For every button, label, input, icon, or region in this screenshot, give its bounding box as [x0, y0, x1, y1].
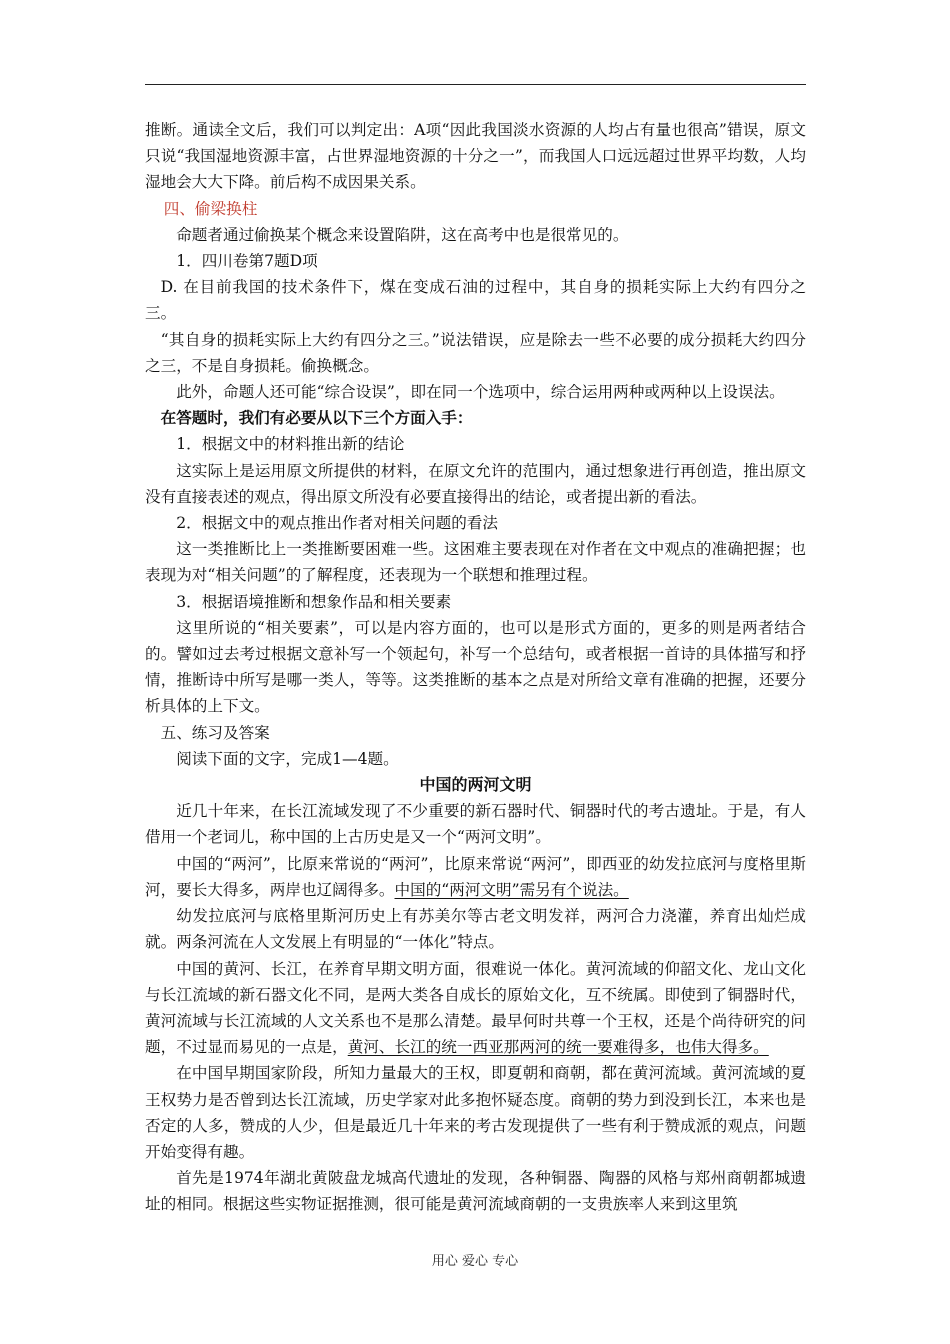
paragraph: 近几十年来，在长江流域发现了不少重要的新石器时代、铜器时代的考古遗址。于是，有人借用一个老词儿，称中国的上古历史是又一个“两河文明”。	[145, 802, 806, 847]
paragraph: 这一类推断比上一类推断要困难一些。这困难主要表现在对作者在文中观点的准确把握；也表现为对“相关问题”的了解程度，还表现为一个联想和推理过程。	[145, 540, 806, 585]
article-title: 中国的两河文明	[419, 775, 532, 795]
paragraph: 这里所说的“相关要素”，可以是内容方面的，也可以是形式方面的，更多的则是两者结合的。譬如过去考过根据文意补写一个领起句，补写一个总结句，或者根据一首诗的具体描写和抒情，推断诗中所写是哪一类人，等等。这类推断的基本之点是对所给文章有准确的把握，还要分析具体的上下文。	[145, 618, 806, 716]
quoted-option: D. 在目前我国的技术条件下，煤在变成石油的过程中，其自身的损耗实际上大约有四分之三。	[145, 278, 806, 323]
list-item: 1．根据文中的材料推出新的结论	[176, 435, 405, 454]
paragraph: 首先是1974年湖北黄陂盘龙城高代遗址的发现，各种铜器、陶器的风格与郑州商朝都城遗址的相同。根据这些实物证据推测，很可能是黄河流域商朝的一支贵族率人来到这里筑	[145, 1169, 806, 1214]
underlined-sentence: 黄河、长江的统一西亚那两河的统一要难得多，也伟大得多。	[347, 1038, 769, 1057]
underlined-sentence: 中国的“两河文明”需另有个说法。	[394, 880, 629, 899]
list-item: 3．根据语境推断和想象作品和相关要素	[176, 592, 452, 611]
paragraph	[145, 851, 806, 903]
paragraph: 推断。通读全文后，我们可以判定出：A项“因此我国淡水资源的人均占有量也很高”错误，原文只说“我国湿地资源丰富，占世界湿地资源的十分之一”，而我国人口远远超过世界平均数，人均湿地会大大下降。前后构不成因果关系。	[145, 121, 806, 192]
section-heading: 五、练习及答案	[160, 723, 270, 742]
paragraph: 在中国早期国家阶段，所知力量最大的王权，即夏朝和商朝，都在黄河流域。黄河流域的夏王权势力是否曾到达长江流域，历史学家对此多抱怀疑态度。商朝的势力到没到长江，本来也是否定的人多，赞成的人少，但是最近几十年来的考古发现提供了一些有利于赞成派的观点，问题开始变得有趣。	[145, 1064, 806, 1161]
paragraph: 此外，命题人还可能“综合设误”，即在同一个选项中，综合运用两种或两种以上设误法。	[176, 383, 785, 402]
paragraph: 幼发拉底河与底格里斯河历史上有苏美尔等古老文明发祥，两河合力浇灌，养育出灿烂成就。两条河流在人文发展上有明显的“一体化”特点。	[145, 907, 806, 952]
list-item: 2．根据文中的观点推出作者对相关问题的看法	[176, 514, 498, 533]
header-rule	[145, 84, 806, 85]
paragraph-text: 中国的“两河”，比原来常说的“两河”，比原来常说“两河”，即西亚的幼发拉底河与度格里斯河，要长大得多，两岸也辽阔得多。	[145, 854, 806, 899]
document-body	[145, 117, 806, 1218]
page-footer: 用心 爱心 专心	[431, 1254, 519, 1269]
paragraph	[145, 956, 806, 1061]
paragraph-text: 中国的黄河、长江，在养育早期文明方面，很难说一体化。黄河流域的仰韶文化、龙山文化与长江流域的新石器文化不同，是两大类各自成长的原始文化，互不统属。即使到了铜器时代，黄河流域与长江流域的人文关系也不是那么清楚。最早何时共尊一个王权，还是个尚待研究的问题，不过显而易见的一点是，	[145, 959, 806, 1057]
paragraph: 命题者通过偷换某个概念来设置陷阱，这在高考中也是很常见的。	[176, 225, 629, 244]
section-heading: 四、偷梁换柱	[163, 199, 258, 218]
paragraph: 这实际上是运用原文所提供的材料，在原文允许的范围内，通过想象进行再创造，推出原文没有直接表述的观点，得出原文所没有必要直接得出的结论，或者提出新的看法。	[145, 461, 806, 506]
paragraph: “其自身的损耗实际上大约有四分之三。”说法错误，应是除去一些不必要的成分损耗大约四分之三，不是自身损耗。偷换概念。	[145, 330, 806, 375]
paragraph: 阅读下面的文字，完成1—4题。	[176, 749, 399, 768]
list-item: 1．四川卷第7题D项	[176, 252, 318, 271]
bold-heading: 在答题时，我们有必要从以下三个方面入手：	[160, 408, 473, 428]
